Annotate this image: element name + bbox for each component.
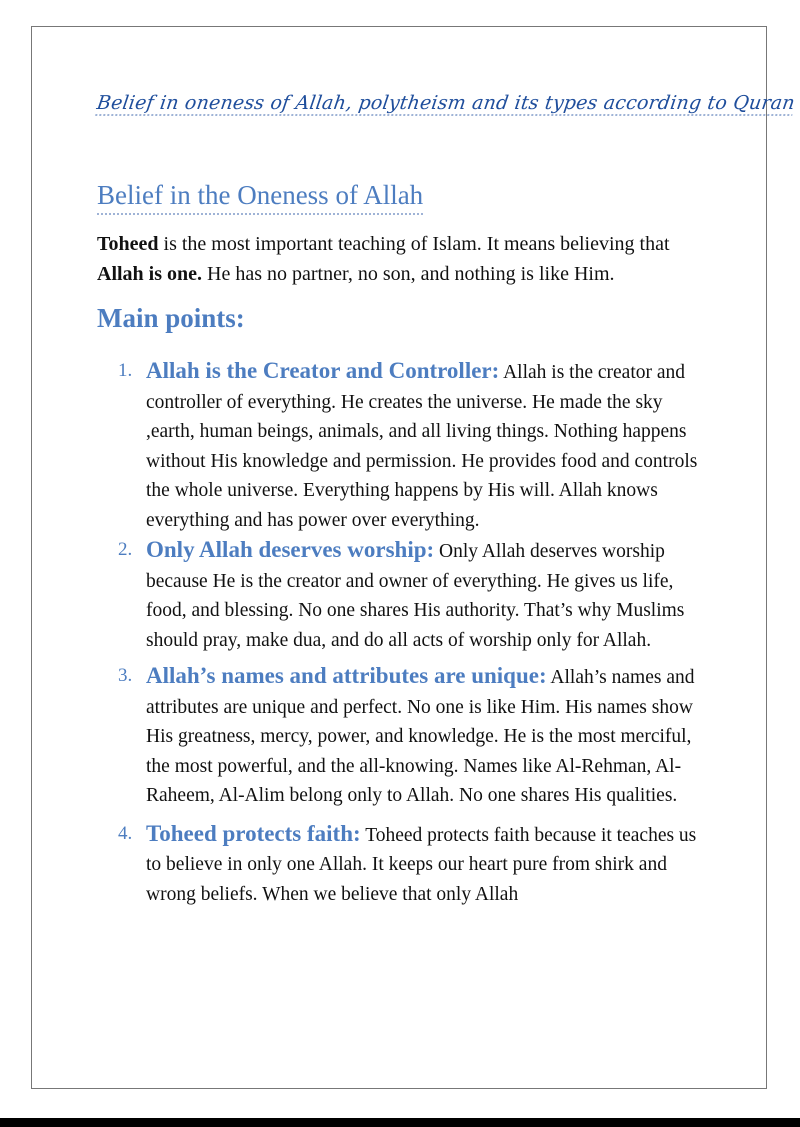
intro-bold-phrase: Allah is one.	[97, 263, 203, 285]
point-title: Allah is the Creator and Controller:	[146, 358, 500, 383]
point-text: Allah is the creator and controller of everything. He creates the universe. He made the sky ,earth, human beings, animals, and all living things. Nothing happens without His knowledge and permission. He provides food and controls the whole universe. Everything happens by His will. Allah knows everything and has power over everything.	[146, 362, 698, 531]
list-number: 2.	[118, 539, 133, 560]
point-title: Toheed protects faith:	[146, 820, 361, 846]
points-list	[118, 356, 708, 909]
list-item	[118, 819, 708, 910]
list-item	[118, 356, 708, 535]
intro-term: Toheed	[97, 233, 159, 255]
list-item	[118, 661, 708, 811]
intro-paragraph	[97, 229, 717, 289]
intro-text-b: He has no partner, no son, and nothing is like Him.	[202, 263, 615, 285]
bottom-edge-bar	[0, 1118, 800, 1127]
list-number: 4.	[118, 822, 133, 844]
section-heading: Belief in the Oneness of Allah	[97, 180, 423, 215]
intro-text-a: is the most important teaching of Islam. It means believing that	[158, 233, 670, 255]
point-text: Toheed protects faith because it teaches us to believe in only one Allah. It keeps our heart pure from shirk and wrong beliefs. When we believe that only Allah	[146, 824, 697, 905]
list-number: 3.	[118, 665, 133, 686]
list-item	[118, 535, 708, 655]
point-text: Only Allah deserves worship because He is the creator and owner of everything. He gives us life, food, and blessing. No one shares His authority. That’s why Muslims should pray, make dua, and do all acts of worship only for Allah.	[146, 541, 685, 651]
point-title: Only Allah deserves worship:	[146, 537, 435, 562]
main-points-heading: Main points:	[97, 303, 245, 333]
list-number: 1.	[118, 360, 133, 381]
point-text: Allah’s names and attributes are unique and perfect. No one is like Him. His names show His greatness, mercy, power, and knowledge. He is the most merciful, the most powerful, and the all-knowing. Names like Al-Rehman, Al-Raheem, Al-Alim belong only to Allah. No one shares His qualities.	[146, 667, 695, 806]
document-title: Belief in oneness of Allah, polytheism and its types according to Quran	[95, 92, 797, 114]
point-title: Allah’s names and attributes are unique:	[146, 663, 547, 688]
